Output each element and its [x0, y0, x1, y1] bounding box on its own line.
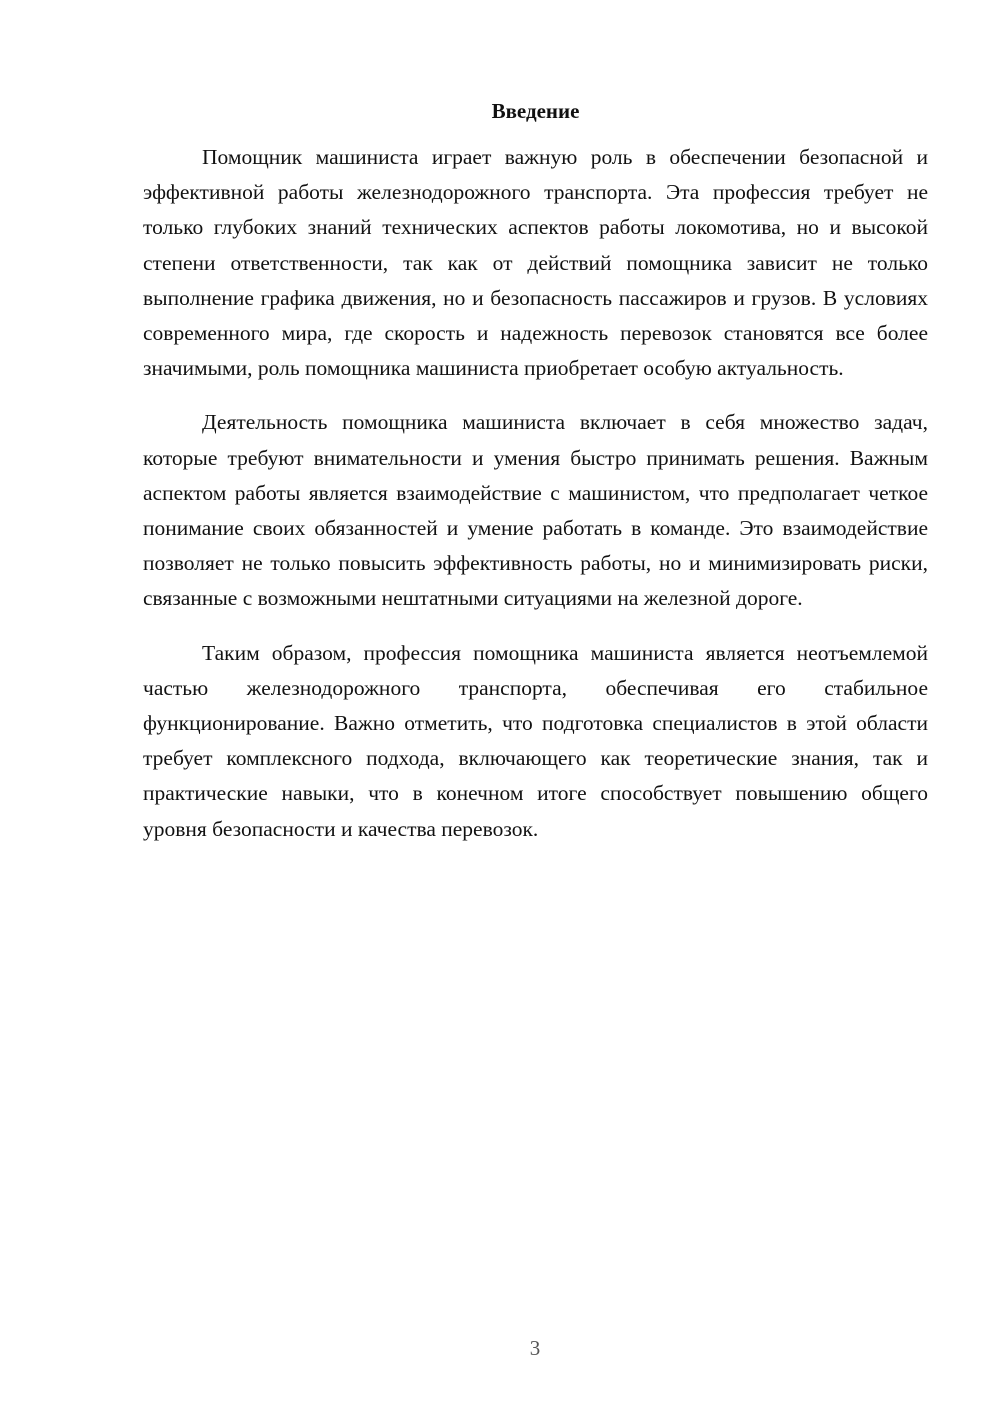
page-content [143, 94, 928, 866]
paragraph-3: Таким образом, профессия помощника машиниста является неотъемлемой частью железнодорожного транспорта, обеспечивая его стабильное функционирование. Важно отметить, что подготовка специалистов в этой области требует комплексного подхода, включающего как теоретические знания, так и практические навыки, что в конечном итоге способствует повышению общего уровня безопасности и качества перевозок. [143, 640, 928, 841]
section-title: Введение [491, 99, 580, 123]
paragraph-2: Деятельность помощника машиниста включает в себя множество задач, которые требуют внимательности и умения быстро принимать решения. Важным аспектом работы является взаимодействие с машинистом, что предполагает четкое понимание своих обязанностей и умение работать в команде. Это взаимодействие позволяет не только повысить эффективность работы, но и минимизировать риски, связанные с возможными нештатными ситуациями на железной дороге. [143, 410, 928, 611]
page-number: 3 [529, 1336, 541, 1360]
paragraph-1: Помощник машиниста играет важную роль в обеспечении безопасной и эффективной работы железнодорожного транспорта. Эта профессия требует не только глубоких знаний технических аспектов работы локомотива, но и высокой степени ответственности, так как от действий помощника зависит не только выполнение графика движения, но и безопасность пассажиров и грузов. В условиях современного мира, где скорость и надежность перевозок становятся все более значимыми, роль помощника машиниста приобретает особую актуальность. [143, 145, 928, 381]
